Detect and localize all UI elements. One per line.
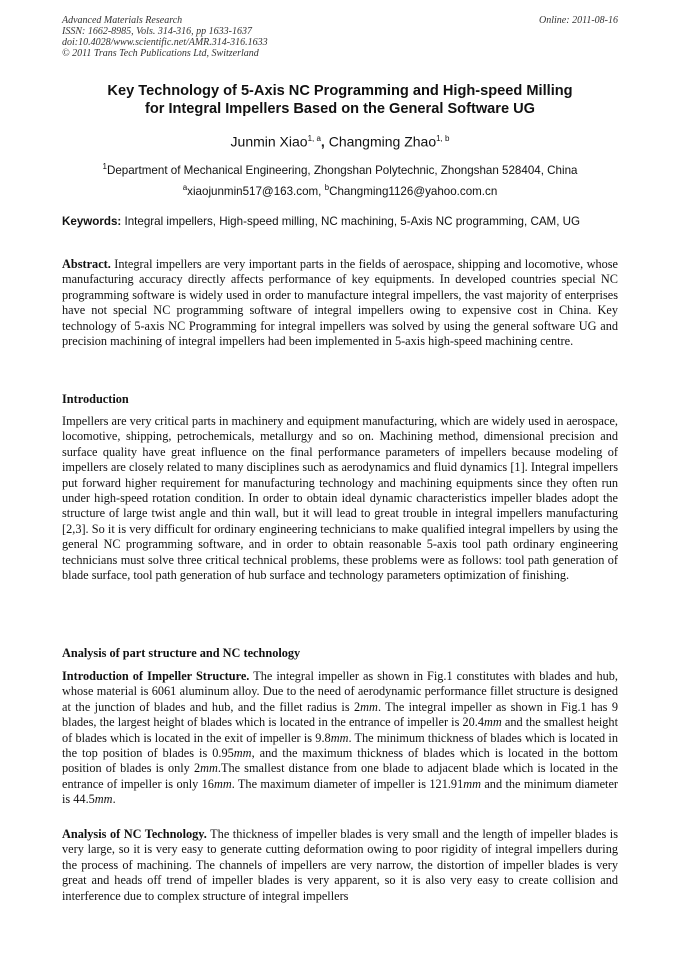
journal-header: [62, 15, 618, 59]
unit-mm: mm: [483, 715, 502, 730]
unit-mm: mm: [213, 776, 232, 791]
copyright-line: © 2011 Trans Tech Publications Ltd, Switzerland: [62, 48, 259, 59]
structure-label: Introduction of Impeller Structure.: [62, 669, 250, 683]
abstract-label: Abstract.: [62, 257, 111, 271]
structure-text: The integral impeller as shown in Fig.1 constitutes with blades and hub, whose material is 6061 aluminum alloy. Due to the need of aerodynamic performance fillet structure is designed at the junction of blades and hub, and the fillet radius is 2: [62, 669, 618, 714]
structure-text: . The integral impeller as shown in Fig.1 has 9 blades, the largest height of blades which is located in the entrance of impeller is 20.4: [62, 699, 618, 730]
unit-mm: mm: [233, 746, 252, 761]
structure-text: . The minimum thickness of blades which is located in the top position of blades is 0.95: [62, 730, 618, 761]
author-name: Junmin Xiao: [230, 133, 308, 150]
abstract: [62, 257, 618, 349]
structure-text: , and the maximum thickness of blades which is located in the bottom position of blades is only 2: [62, 746, 618, 776]
unit-mm: mm: [360, 699, 378, 714]
author-separator: ,: [320, 133, 325, 150]
introduction-paragraph: Impellers are very critical parts in machinery and equipment manufacturing, which are widely used in aerospace, locomotive, shipping, petrochemicals, metallurgy and so on. Machining method, dimensional precision and surface quality have great influence on the final performance parameters of impellers because modeling of impellers are closely related to many disciplines such as aerodynamics and fluid dynamics [1]. Integral impellers put forward higher requirement for manufacturing technology and machining equipments since they often run under high-speed rotation condition. In order to obtain ideal dynamic characteristics impeller blades adopt the structure of large twist angle and thin wall, but it will lead to great trouble in integral impellers manufacturing [2,3]. So it is very difficult for ordinary engineering technicians to make qualified integral impellers by using the general NC programming software, and in order to obtain reasonable 5-axis tool path ordinary engineering technicians must solve three critical technical problems, these problems were as follows: tool path generation of blade surface, tool path generation of hub surface and technology parameters optimization of finishing.: [62, 414, 618, 583]
journal-name: Advanced Materials Research: [62, 15, 183, 26]
unit-mm: mm: [463, 776, 481, 791]
paper-title: [62, 82, 618, 118]
structure-text: .The smallest distance from one blade to adjacent blade which is located in the entrance of impeller is only 16: [62, 761, 618, 791]
unit-mm: mm: [94, 792, 113, 807]
affiliation-sup: 1: [102, 162, 107, 171]
affiliation-text: Department of Mechanical Engineering, Zhongshan Polytechnic, Zhongshan 528404, China: [106, 163, 578, 177]
nc-label: Analysis of NC Technology.: [62, 827, 207, 841]
title-line-2: for Integral Impellers Based on the General Software UG: [144, 101, 536, 117]
impeller-structure-paragraph: [62, 669, 618, 808]
email-sup: a: [182, 183, 188, 192]
author-emails: [62, 180, 618, 199]
affiliation: [62, 159, 618, 178]
email-address: Changming1126@yahoo.com.cn: [329, 184, 498, 198]
title-line-1: Key Technology of 5-Axis NC Programming and High-speed Milling: [107, 83, 573, 99]
email-address: xiaojunmin517@163.com,: [187, 184, 322, 198]
author-name: Changming Zhao: [328, 133, 437, 150]
online-date: Online: 2011-08-16: [539, 15, 618, 26]
keywords: [62, 214, 618, 230]
author-list: [62, 130, 618, 151]
doi-line: doi:10.4028/www.scientific.net/AMR.314-316.1633: [62, 37, 268, 48]
unit-mm: mm: [330, 730, 349, 745]
structure-text: and the minimum diameter is 44.5: [62, 776, 619, 807]
email-sup: b: [324, 183, 330, 192]
section-heading-introduction: Introduction: [62, 392, 129, 406]
issn-line: ISSN: 1662-8985, Vols. 314-316, pp 1633-1637: [62, 26, 252, 37]
keywords-label: Keywords:: [62, 215, 122, 228]
section-heading-analysis: Analysis of part structure and NC technology: [62, 646, 301, 660]
author-affil-sup: 1, b: [436, 134, 450, 143]
keywords-text: Integral impellers, High-speed milling, NC machining, 5-Axis NC programming, CAM, UG: [124, 215, 581, 228]
unit-mm: mm: [200, 761, 218, 776]
structure-text: .: [112, 792, 116, 807]
structure-text: . The maximum diameter of impeller is 121.91: [231, 776, 464, 791]
structure-text: and the smallest height of blades which is located in the exit of impeller is 9.8: [62, 715, 618, 745]
abstract-text: Integral impellers are very important parts in the fields of aerospace, shipping and locomotive, whose manufacturing accuracy directly affects performance of key equipments. In developed countries special NC programming software is widely used in order to manufacture integral impellers, the vast majority of enterprises have not special NC programming software of integral impellers owing to expensive cost in China. Key technology of 5-axis NC Programming for integral impellers was solved by using the general software UG and precision machining of integral impellers had been implemented in 5-axis high-speed machining centre.: [62, 257, 618, 349]
nc-technology-paragraph: [62, 827, 618, 904]
author-affil-sup: 1, a: [307, 134, 321, 143]
nc-text: The thickness of impeller blades is very small and the length of impeller blades is very large, so it is very easy to generate cutting deformation owing to poor rigidity of integral impellers during the process of machining. The channels of impellers are very narrow, the distortion of impeller blades is very great and heads off trend of impeller blades is very apparent, so it is also very easy to create collision and interference due to complex structure of integral impellers: [62, 827, 618, 903]
